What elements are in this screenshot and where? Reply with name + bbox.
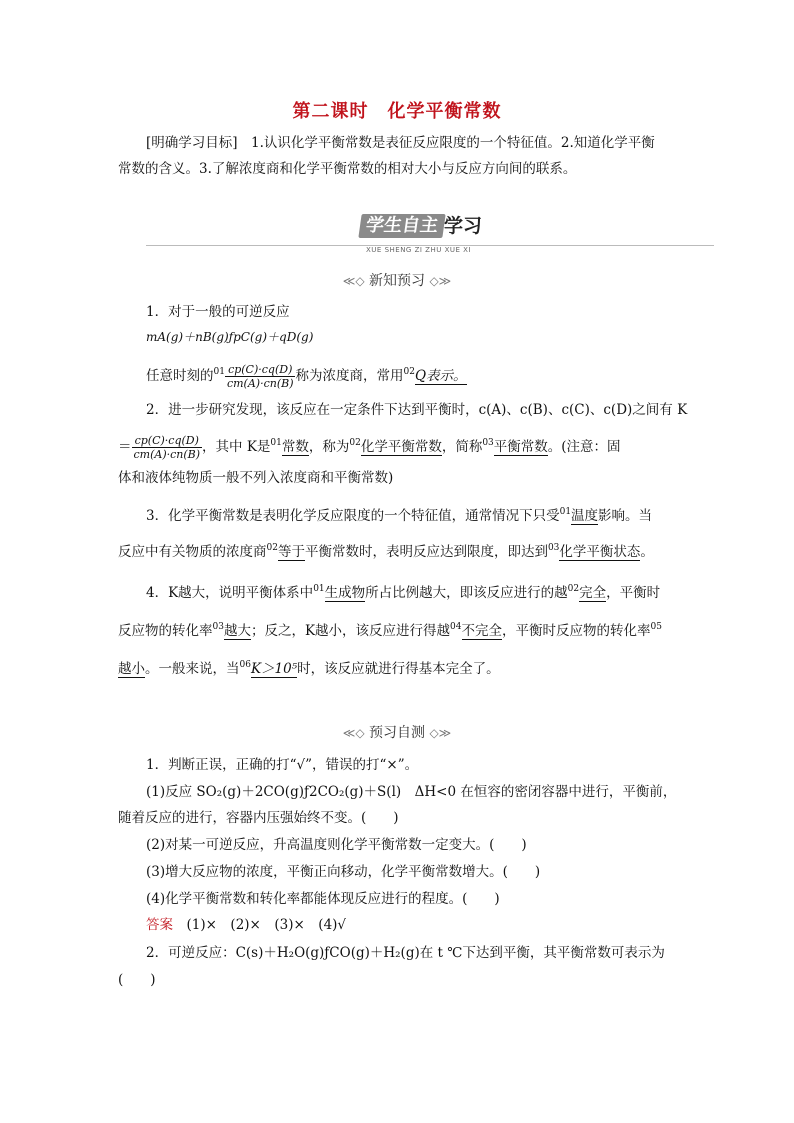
q1-statement-1a: (1)反应 SO₂(g)＋2CO(g)ƒ2CO₂(g)＋S(l) ΔH<0 在恒容的密闭容器中进行，平衡前， xyxy=(146,784,677,800)
objectives-line-1: [明确学习目标] 1.认识化学平衡常数是表征反应限度的一个特征值。2.知道化学平衡 xyxy=(146,135,655,151)
k2-line-3: 体和液体纯物质一般不列入浓度商和平衡常数) xyxy=(118,470,394,486)
k1-line-3: 任意时刻的$^{01}$ $\frac{cp(C)\cdot cq(D)}{cm(A)\cdot cn(B)}$ 称为浓度商，常用$^{02}$Q表示。 xyxy=(146,363,467,390)
k3-line-2: 反应中有关物质的浓度商$^{02}$等于平衡常数时，表明反应达到限度，即达到$^{03}$化学平衡状态。 xyxy=(118,543,654,560)
q1-statement-4: (4)化学平衡常数和转化率都能体现反应进行的程度。( ) xyxy=(146,891,500,907)
section-heading-selftest: ≪◇ 预习自测 ◇≫ xyxy=(342,725,452,741)
ornament-left-icon: ≪◇ xyxy=(342,726,365,740)
k4-line-3: 越小。一般来说，当$^{06}$K＞10⁵时，该反应就进行得基本完全了。 xyxy=(118,660,500,677)
k4-line-1: 4．K越大，说明平衡体系中$^{01}$生成物所占比例越大，即该反应进行的越$^{02}$完全，平衡时 xyxy=(146,584,661,601)
ornament-right-icon: ◇≫ xyxy=(429,274,452,288)
ornament-left-icon: ≪◇ xyxy=(342,274,365,288)
q1-stem: 1．判断正误，正确的打“√”，错误的打“×”。 xyxy=(146,757,419,773)
concentration-quotient-fraction: $\frac{cp(C)\cdot cq(D)}{cm(A)\cdot cn(B)}$ xyxy=(226,363,294,390)
q1-statement-2: (2)对某一可逆反应，升高温度则化学平衡常数一定变大。( ) xyxy=(146,837,527,853)
q1-answer: 答案 (1)× (2)× (3)× (4)√ xyxy=(146,917,347,933)
q2-answer-blank: ( ) xyxy=(118,972,156,988)
k4-line-2: 反应物的转化率$^{03}$越大；反之，K越小，该反应进行得越$^{04}$不完全，平衡时反应物的转化率$^{05}$ xyxy=(118,622,662,639)
ornament-right-icon: ◇≫ xyxy=(429,726,452,740)
section-banner xyxy=(120,210,714,254)
banner-text: 学习 xyxy=(444,215,483,237)
k1-line-1: 1．对于一般的可逆反应 xyxy=(146,304,290,320)
section-heading-preview: ≪◇ 新知预习 ◇≫ xyxy=(342,273,452,289)
answer-label: 答案 xyxy=(146,917,173,933)
k3-line-1: 3．化学平衡常数是表明化学反应限度的一个特征值，通常情况下只受$^{01}$温度影响。当 xyxy=(146,507,653,524)
banner-subtitle: XUE SHENG ZI ZHU XUE XI xyxy=(366,246,472,254)
k2-line-1: 2．进一步研究发现，该反应在一定条件下达到平衡时，c(A)、c(B)、c(C)、c(D)之间有 K xyxy=(146,402,688,418)
k2-line-2: ＝ $\frac{cp(C)\cdot cq(D)}{cm(A)\cdot cn(B)}$ ，其中 K是$^{01}$常数，称为$^{02}$化学平衡常数，简称$^{03}$平衡常数。(注意：固 xyxy=(118,434,621,461)
equilibrium-constant-fraction: $\frac{cp(C)\cdot cq(D)}{cm(A)\cdot cn(B)}$ xyxy=(133,434,201,461)
objectives-label: [明确学习目标] xyxy=(146,135,238,151)
page-title: 第二课时 化学平衡常数 xyxy=(292,101,502,122)
objectives-line-2: 常数的含义。3.了解浓度商和化学平衡常数的相对大小与反应方向间的联系。 xyxy=(118,161,577,177)
banner-tag: 学生自主 xyxy=(358,214,445,238)
k1-equation: mA(g)＋nB(g)ƒpC(g)＋qD(g) xyxy=(146,330,314,344)
q1-statement-1b: 随着反应的进行，容器内压强始终不变。( ) xyxy=(118,810,399,826)
q1-statement-3: (3)增大反应物的浓度，平衡正向移动，化学平衡常数增大。( ) xyxy=(146,864,541,880)
q2-stem: 2．可逆反应：C(s)＋H₂O(g)ƒCO(g)＋H₂(g)在 t ℃下达到平衡，其平衡常数可表示为 xyxy=(146,945,665,961)
